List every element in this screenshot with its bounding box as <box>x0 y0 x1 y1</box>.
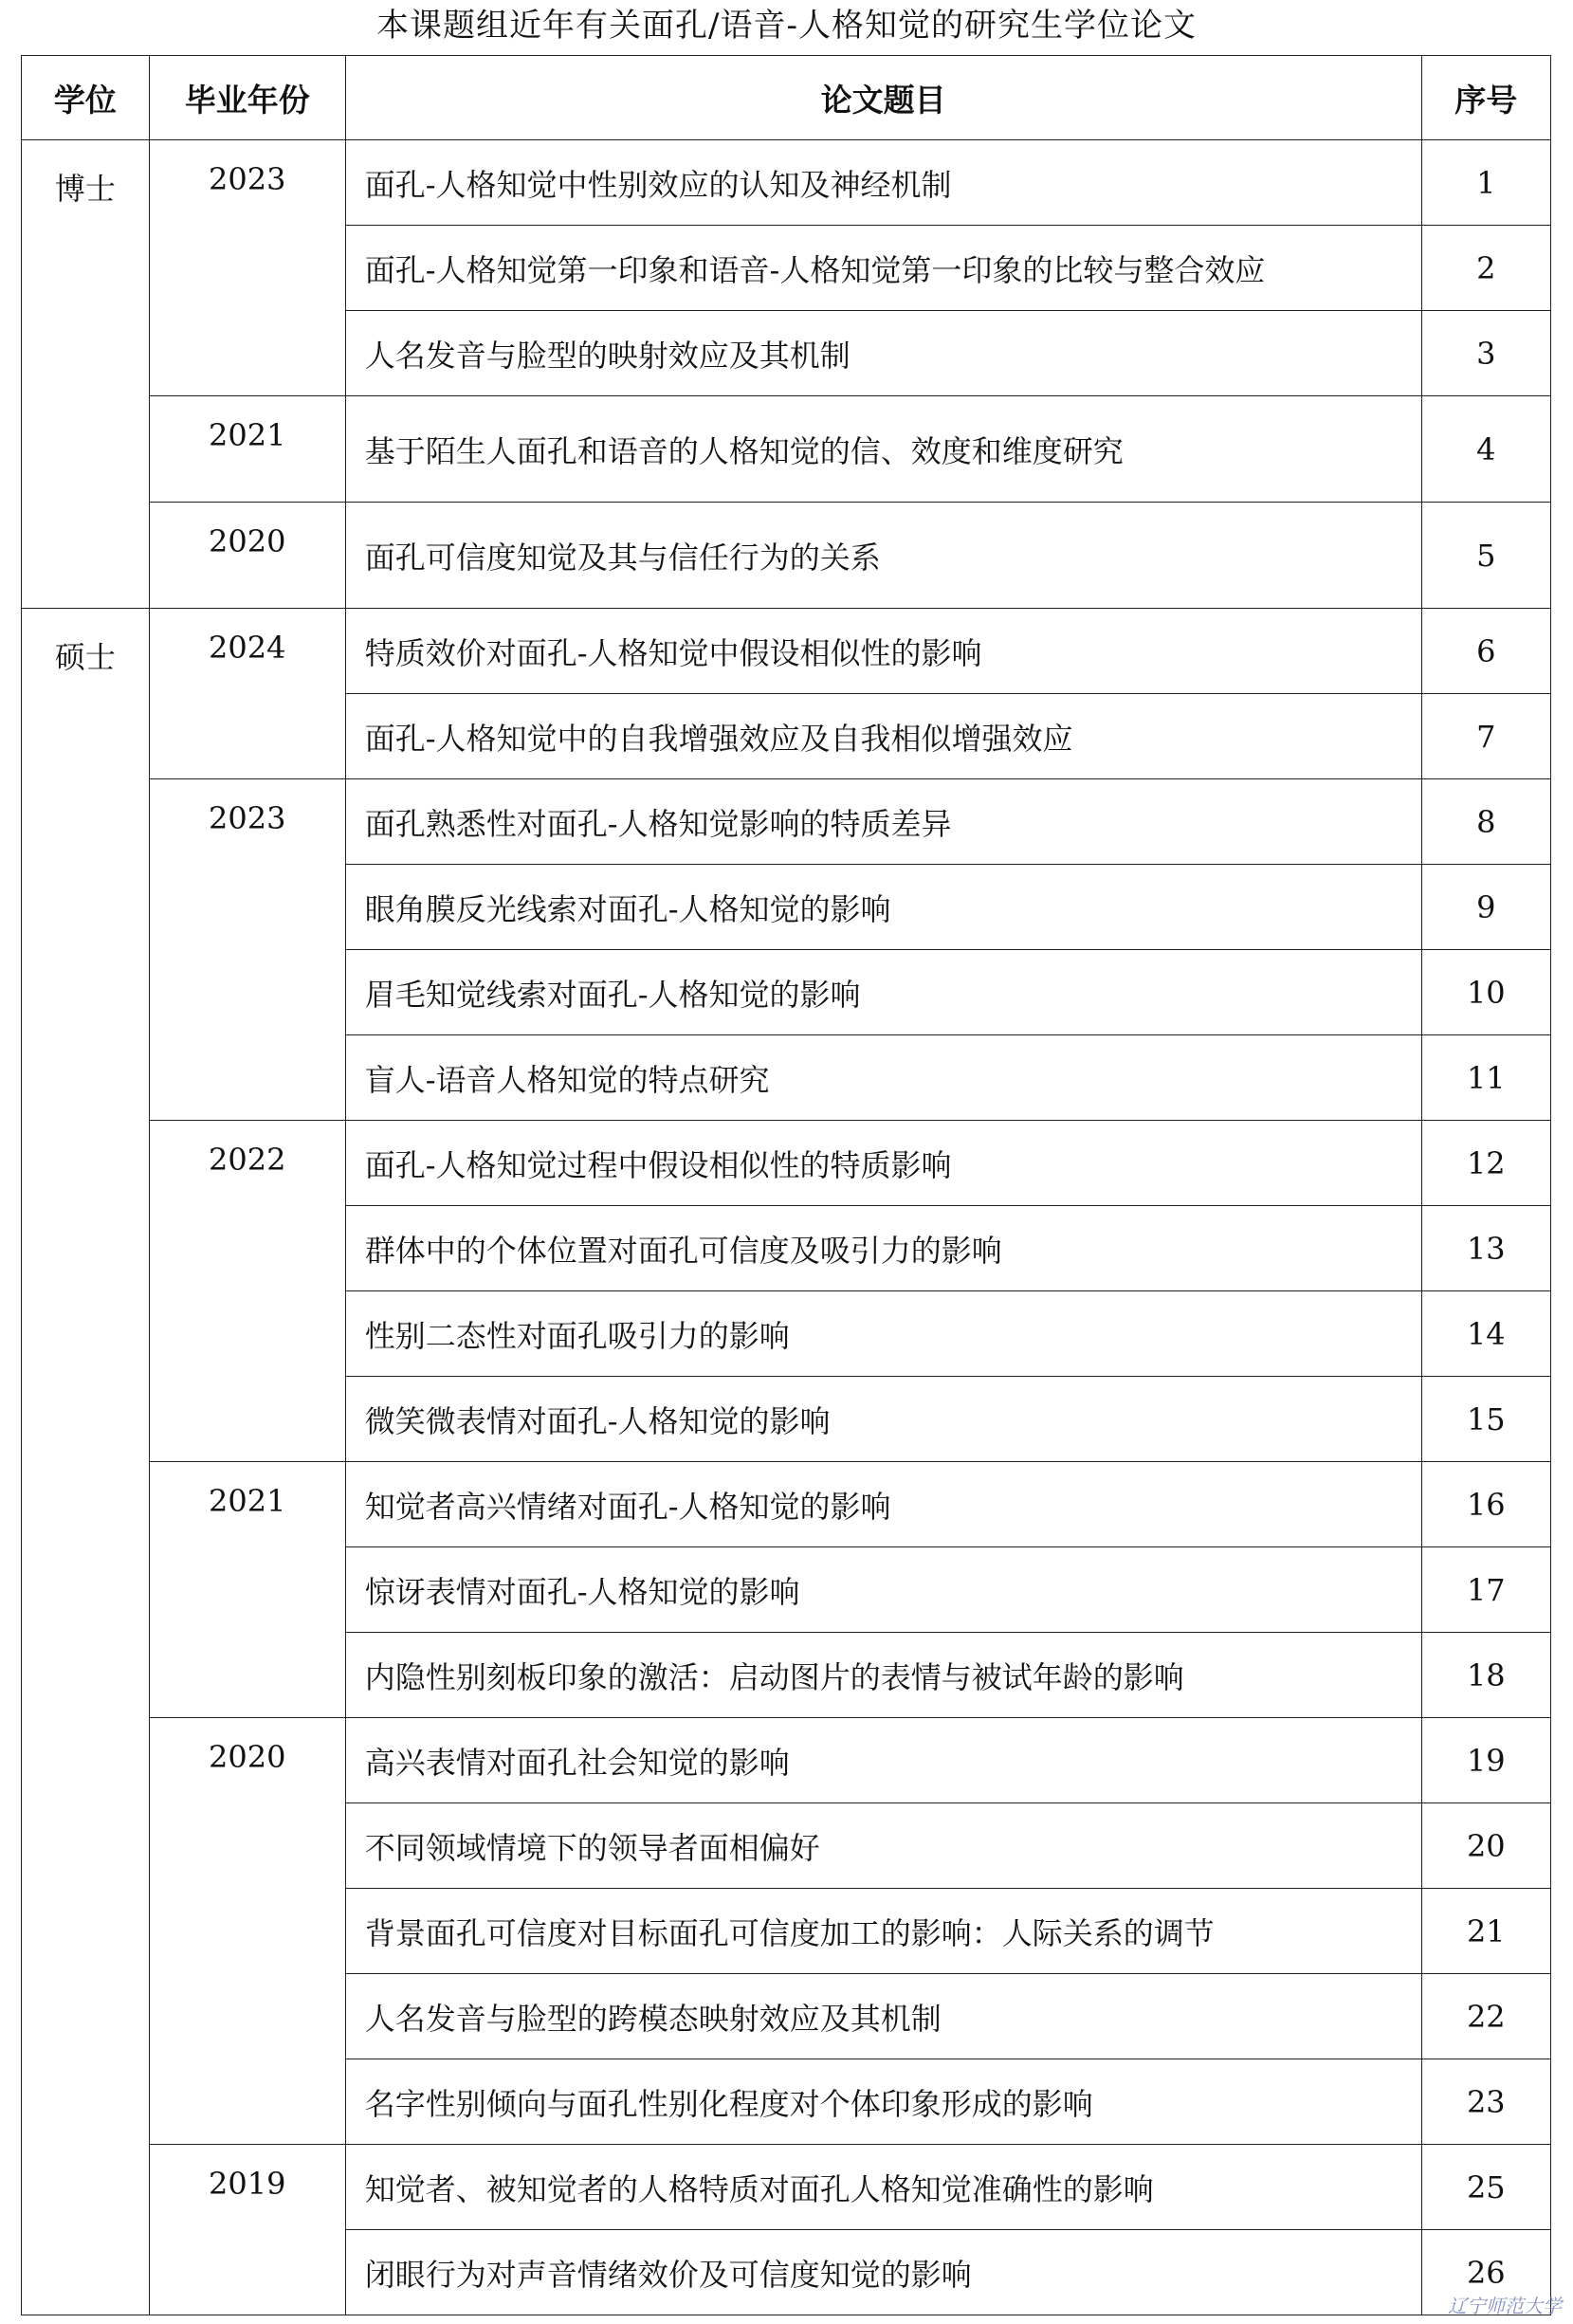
index-cell: 17 <box>1421 1547 1550 1633</box>
table-header-row <box>22 56 1551 140</box>
year-cell: 2020 <box>149 503 345 609</box>
thesis-title-cell: 内隐性别刻板印象的激活：启动图片的表情与被试年龄的影响 <box>345 1633 1421 1718</box>
index-cell: 23 <box>1421 2059 1550 2145</box>
table-row <box>22 140 1551 226</box>
table-body <box>22 140 1551 2315</box>
year-cell: 2021 <box>149 396 345 503</box>
thesis-title-cell: 微笑微表情对面孔-人格知觉的影响 <box>345 1377 1421 1462</box>
index-cell: 2 <box>1421 226 1550 311</box>
thesis-title-cell: 面孔-人格知觉过程中假设相似性的特质影响 <box>345 1121 1421 1206</box>
index-cell: 5 <box>1421 503 1550 609</box>
year-cell: 2019 <box>149 2145 345 2315</box>
year-cell: 2020 <box>149 1718 345 2145</box>
degree-cell: 硕士 <box>22 609 150 2315</box>
index-cell: 26 <box>1421 2230 1550 2315</box>
thesis-title-cell: 知觉者、被知觉者的人格特质对面孔人格知觉准确性的影响 <box>345 2145 1421 2230</box>
index-cell: 11 <box>1421 1035 1550 1121</box>
document-title: 本课题组近年有关面孔/语音-人格知觉的研究生学位论文 <box>376 7 1197 45</box>
thesis-table <box>21 55 1551 2315</box>
degree-cell: 博士 <box>22 140 150 609</box>
year-cell: 2022 <box>149 1121 345 1462</box>
year-cell: 2023 <box>149 140 345 396</box>
header-year: 毕业年份 <box>149 56 345 140</box>
thesis-title-cell: 不同领域情境下的领导者面相偏好 <box>345 1803 1421 1889</box>
index-cell: 16 <box>1421 1462 1550 1547</box>
index-cell: 14 <box>1421 1291 1550 1377</box>
index-cell: 10 <box>1421 950 1550 1035</box>
header-degree: 学位 <box>22 56 150 140</box>
index-cell: 4 <box>1421 396 1550 503</box>
thesis-title-cell: 人名发音与脸型的映射效应及其机制 <box>345 311 1421 396</box>
thesis-title-cell: 高兴表情对面孔社会知觉的影响 <box>345 1718 1421 1803</box>
thesis-title-cell: 眼角膜反光线索对面孔-人格知觉的影响 <box>345 865 1421 950</box>
table-row <box>22 1462 1551 1547</box>
watermark: 辽宁师范大学 <box>1448 2295 1562 2317</box>
table-row <box>22 609 1551 694</box>
thesis-title-cell: 人名发音与脸型的跨模态映射效应及其机制 <box>345 1974 1421 2059</box>
table-row <box>22 779 1551 865</box>
index-cell: 21 <box>1421 1889 1550 1974</box>
thesis-title-cell: 惊讶表情对面孔-人格知觉的影响 <box>345 1547 1421 1633</box>
thesis-title-cell: 闭眼行为对声音情绪效价及可信度知觉的影响 <box>345 2230 1421 2315</box>
year-cell: 2024 <box>149 609 345 779</box>
index-cell: 18 <box>1421 1633 1550 1718</box>
thesis-title-cell: 面孔-人格知觉中性别效应的认知及神经机制 <box>345 140 1421 226</box>
thesis-title-cell: 盲人-语音人格知觉的特点研究 <box>345 1035 1421 1121</box>
header-index: 序号 <box>1421 56 1550 140</box>
index-cell: 9 <box>1421 865 1550 950</box>
index-cell: 19 <box>1421 1718 1550 1803</box>
table-row <box>22 503 1551 609</box>
thesis-title-cell: 知觉者高兴情绪对面孔-人格知觉的影响 <box>345 1462 1421 1547</box>
index-cell: 15 <box>1421 1377 1550 1462</box>
index-cell: 6 <box>1421 609 1550 694</box>
thesis-title-cell: 面孔-人格知觉中的自我增强效应及自我相似增强效应 <box>345 694 1421 779</box>
thesis-title-cell: 群体中的个体位置对面孔可信度及吸引力的影响 <box>345 1206 1421 1291</box>
year-cell: 2021 <box>149 1462 345 1718</box>
header-title: 论文题目 <box>345 56 1421 140</box>
thesis-title-cell: 面孔可信度知觉及其与信任行为的关系 <box>345 503 1421 609</box>
thesis-title-cell: 特质效价对面孔-人格知觉中假设相似性的影响 <box>345 609 1421 694</box>
index-cell: 25 <box>1421 2145 1550 2230</box>
index-cell: 12 <box>1421 1121 1550 1206</box>
thesis-title-cell: 面孔-人格知觉第一印象和语音-人格知觉第一印象的比较与整合效应 <box>345 226 1421 311</box>
thesis-title-cell: 背景面孔可信度对目标面孔可信度加工的影响：人际关系的调节 <box>345 1889 1421 1974</box>
index-cell: 22 <box>1421 1974 1550 2059</box>
index-cell: 7 <box>1421 694 1550 779</box>
table-row <box>22 1121 1551 1206</box>
thesis-title-cell: 名字性别倾向与面孔性别化程度对个体印象形成的影响 <box>345 2059 1421 2145</box>
index-cell: 1 <box>1421 140 1550 226</box>
thesis-title-cell: 基于陌生人面孔和语音的人格知觉的信、效度和维度研究 <box>345 396 1421 503</box>
thesis-title-cell: 面孔熟悉性对面孔-人格知觉影响的特质差异 <box>345 779 1421 865</box>
index-cell: 20 <box>1421 1803 1550 1889</box>
index-cell: 8 <box>1421 779 1550 865</box>
thesis-title-cell: 眉毛知觉线索对面孔-人格知觉的影响 <box>345 950 1421 1035</box>
index-cell: 13 <box>1421 1206 1550 1291</box>
table-row <box>22 2145 1551 2230</box>
table-row <box>22 1718 1551 1803</box>
table-row <box>22 396 1551 503</box>
thesis-title-cell: 性别二态性对面孔吸引力的影响 <box>345 1291 1421 1377</box>
index-cell: 3 <box>1421 311 1550 396</box>
year-cell: 2023 <box>149 779 345 1121</box>
